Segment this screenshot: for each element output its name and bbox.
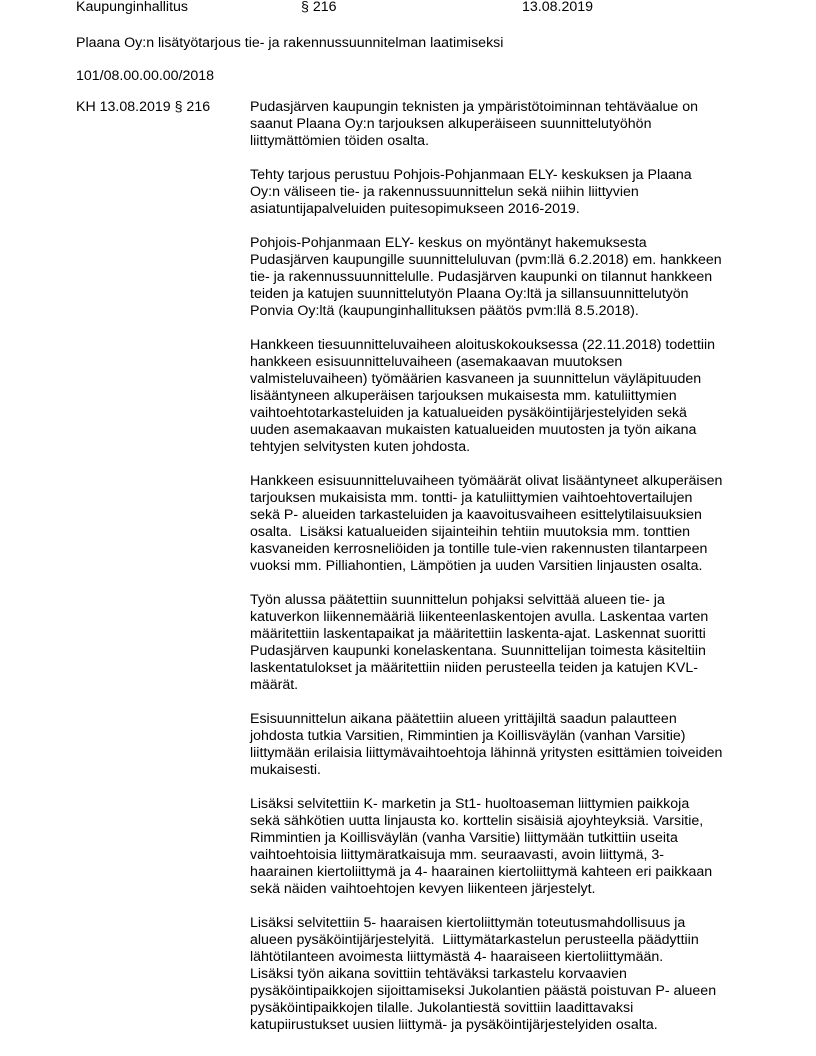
paragraph-line: vuoksi mm. Pilliahontien, Lämpötien ja uuden Varsitien linjausten osalta.: [250, 558, 703, 574]
paragraph-line: lisääntyneen alkuperäisen tarjouksen mukaisesta mm. katuliittymien: [250, 388, 677, 404]
body-paragraph: [250, 337, 742, 456]
body-paragraph: [250, 167, 742, 218]
paragraph-line: asiatuntijapalveluiden puitesopimukseen 2016-2019.: [250, 201, 580, 217]
paragraph-line: vaihtoehtotarkasteluiden ja katualueiden pysäköintijärjestelyiden sekä: [250, 405, 687, 421]
paragraph-line: Työn alussa päätettiin suunnittelun pohjaksi selvittää alueen tie- ja: [250, 592, 665, 608]
paragraph-line: Pudasjärven kaupungille suunnitteluluvan (pvm:llä 6.2.2018) em. hankkeen: [250, 252, 722, 268]
paragraph-line: sekä sähkötien uutta linjausta ko. korttelin sisäisiä ajoyhteyksiä. Varsitie,: [250, 813, 704, 829]
paragraph-line: pysäköintipaikkojen sijoittamiseksi Jukolantien päästä poistuvan P- alueen: [250, 983, 717, 999]
paragraph-line: tarjouksen mukaisista mm. tontti- ja katuliittymien vaihtoehtovertailujen: [250, 490, 693, 506]
section-number: § 216: [301, 0, 337, 15]
meeting-date: 13.08.2019: [522, 0, 594, 15]
paragraph-line: Hankkeen tiesuunnitteluvaiheen aloituskokouksessa (22.11.2018) todettiin: [250, 337, 716, 353]
organization-name: Kaupunginhallitus: [76, 0, 189, 15]
paragraph-line: sekä P- alueiden tarkasteluiden ja kaavoitusvaiheen esittelytilaisuuksien: [250, 507, 702, 523]
paragraph-line: sekä näiden vaihtoehtojen kevyen liikenteen järjestelyt.: [250, 881, 596, 897]
body-paragraph: [250, 711, 742, 779]
paragraph-line: katuverkon liikennemääriä liikenteenlaskentojen avulla. Laskentaa varten: [250, 609, 709, 625]
body-paragraph: [250, 473, 742, 575]
paragraph-line: hankkeen esisuunnitteluvaiheen (asemakaavan muutoksen: [250, 354, 623, 370]
paragraph-line: valmisteluvaiheen) työmäärien kasvaneen ja suunnittelun väyläpituuden: [250, 371, 702, 387]
paragraph-line: kasvaneiden kerrosneliöiden ja tontille tule-vien rakennusten tilantarpeen: [250, 541, 708, 557]
paragraph-line: Ponvia Oy:ltä (kaupunginhallituksen päätös pvm:llä 8.5.2018).: [250, 303, 639, 319]
paragraph-line: uuden asemakaavan mukaisten katualueiden muutosten ja työn aikana: [250, 422, 697, 438]
paragraph-line: Pohjois-Pohjanmaan ELY- keskus on myöntänyt hakemuksesta: [250, 235, 647, 251]
paragraph-line: vaihtoehtoisia liittymäratkaisuja mm. seuraavasti, avoin liittymä, 3-: [250, 847, 664, 863]
body-paragraph: [250, 915, 742, 1034]
paragraph-line: määritettiin laskentapaikat ja määritettiin laskenta-ajat. Laskennat suoritti: [250, 626, 706, 642]
paragraph-line: katupiirustukset uusien liittymä- ja pysäköintijärjestelyiden osalta.: [250, 1017, 658, 1033]
body-text: [250, 99, 742, 1051]
diary-number: 101/08.00.00.00/2018: [76, 68, 215, 84]
paragraph-line: Lisäksi työn aikana sovittiin tehtäväksi tarkastelu korvaavien: [250, 966, 627, 982]
paragraph-line: alueen pysäköintijärjestelyitä. Liittymätarkastelun perusteella päädyttiin: [250, 932, 699, 948]
paragraph-line: liittymään erilaisia liittymävaihtoehtoja lähinnä yritysten esittämien toiveiden: [250, 745, 723, 761]
paragraph-line: pysäköintipaikkojen tilalle. Jukolantiestä sovittiin laadittavaksi: [250, 1000, 634, 1016]
body-paragraph: [250, 99, 742, 150]
document-header: [0, 0, 816, 17]
meeting-reference: KH 13.08.2019 § 216: [76, 99, 211, 115]
paragraph-line: mukaisesti.: [250, 762, 321, 778]
paragraph-line: laskentatulokset ja määritettiin niiden perusteella teiden ja katujen KVL-: [250, 660, 698, 676]
paragraph-line: Lisäksi selvitettiin K- marketin ja St1- huoltoaseman liittymien paikkoja: [250, 796, 690, 812]
paragraph-line: tie- ja rakennussuunnittelulle. Pudasjärven kaupunki on tilannut hankkeen: [250, 269, 713, 285]
paragraph-line: Oy:n väliseen tie- ja rakennussuunnittelun sekä niihin liittyvien: [250, 184, 639, 200]
paragraph-line: liittymättömien töiden osalta.: [250, 133, 430, 149]
paragraph-line: johdosta tutkia Varsitien, Rimmintien ja Koillisväylän (vanhan Varsitie): [250, 728, 686, 744]
paragraph-line: lähtötilanteen avoimesta liittymästä 4- haaraiseen kiertoliittymään.: [250, 949, 664, 965]
paragraph-line: teiden ja katujen suunnittelutyön Plaana Oy:ltä ja sillansuunnittelutyön: [250, 286, 689, 302]
paragraph-line: Esisuunnittelun aikana päätettiin alueen yrittäjiltä saadun palautteen: [250, 711, 677, 727]
paragraph-line: saanut Plaana Oy:n tarjouksen alkuperäiseen suunnittelutyöhön: [250, 116, 652, 132]
body-paragraph: [250, 796, 742, 898]
body-paragraph: [250, 235, 742, 320]
paragraph-line: osalta. Lisäksi katualueiden sijainteihin tehtiin muutoksia mm. tonttien: [250, 524, 691, 540]
paragraph-line: Tehty tarjous perustuu Pohjois-Pohjanmaan ELY- keskuksen ja Plaana: [250, 167, 692, 183]
paragraph-line: Pudasjärven kaupungin teknisten ja ympäristötoiminnan tehtäväalue on: [250, 99, 698, 115]
document-subject: Plaana Oy:n lisätyötarjous tie- ja rakennussuunnitelman laatimiseksi: [76, 35, 504, 51]
paragraph-line: tehtyjen selvitysten kuten johdosta.: [250, 439, 471, 455]
paragraph-line: haarainen kiertoliittymä ja 4- haarainen kiertoliittymä kahteen eri paikkaan: [250, 864, 713, 880]
paragraph-line: Pudasjärven kaupunki konelaskentana. Suunnittelijan toimesta käsiteltiin: [250, 643, 706, 659]
paragraph-line: Rimmintien ja Koillisväylän (vanha Varsitie) liittymään tutkittiin useita: [250, 830, 678, 846]
body-paragraph: [250, 592, 742, 694]
paragraph-line: Lisäksi selvitettiin 5- haaraisen kiertoliittymän toteutusmahdollisuus ja: [250, 915, 686, 931]
paragraph-line: määrät.: [250, 677, 299, 693]
paragraph-line: Hankkeen esisuunnitteluvaiheen työmäärät olivat lisääntyneet alkuperäisen: [250, 473, 723, 489]
